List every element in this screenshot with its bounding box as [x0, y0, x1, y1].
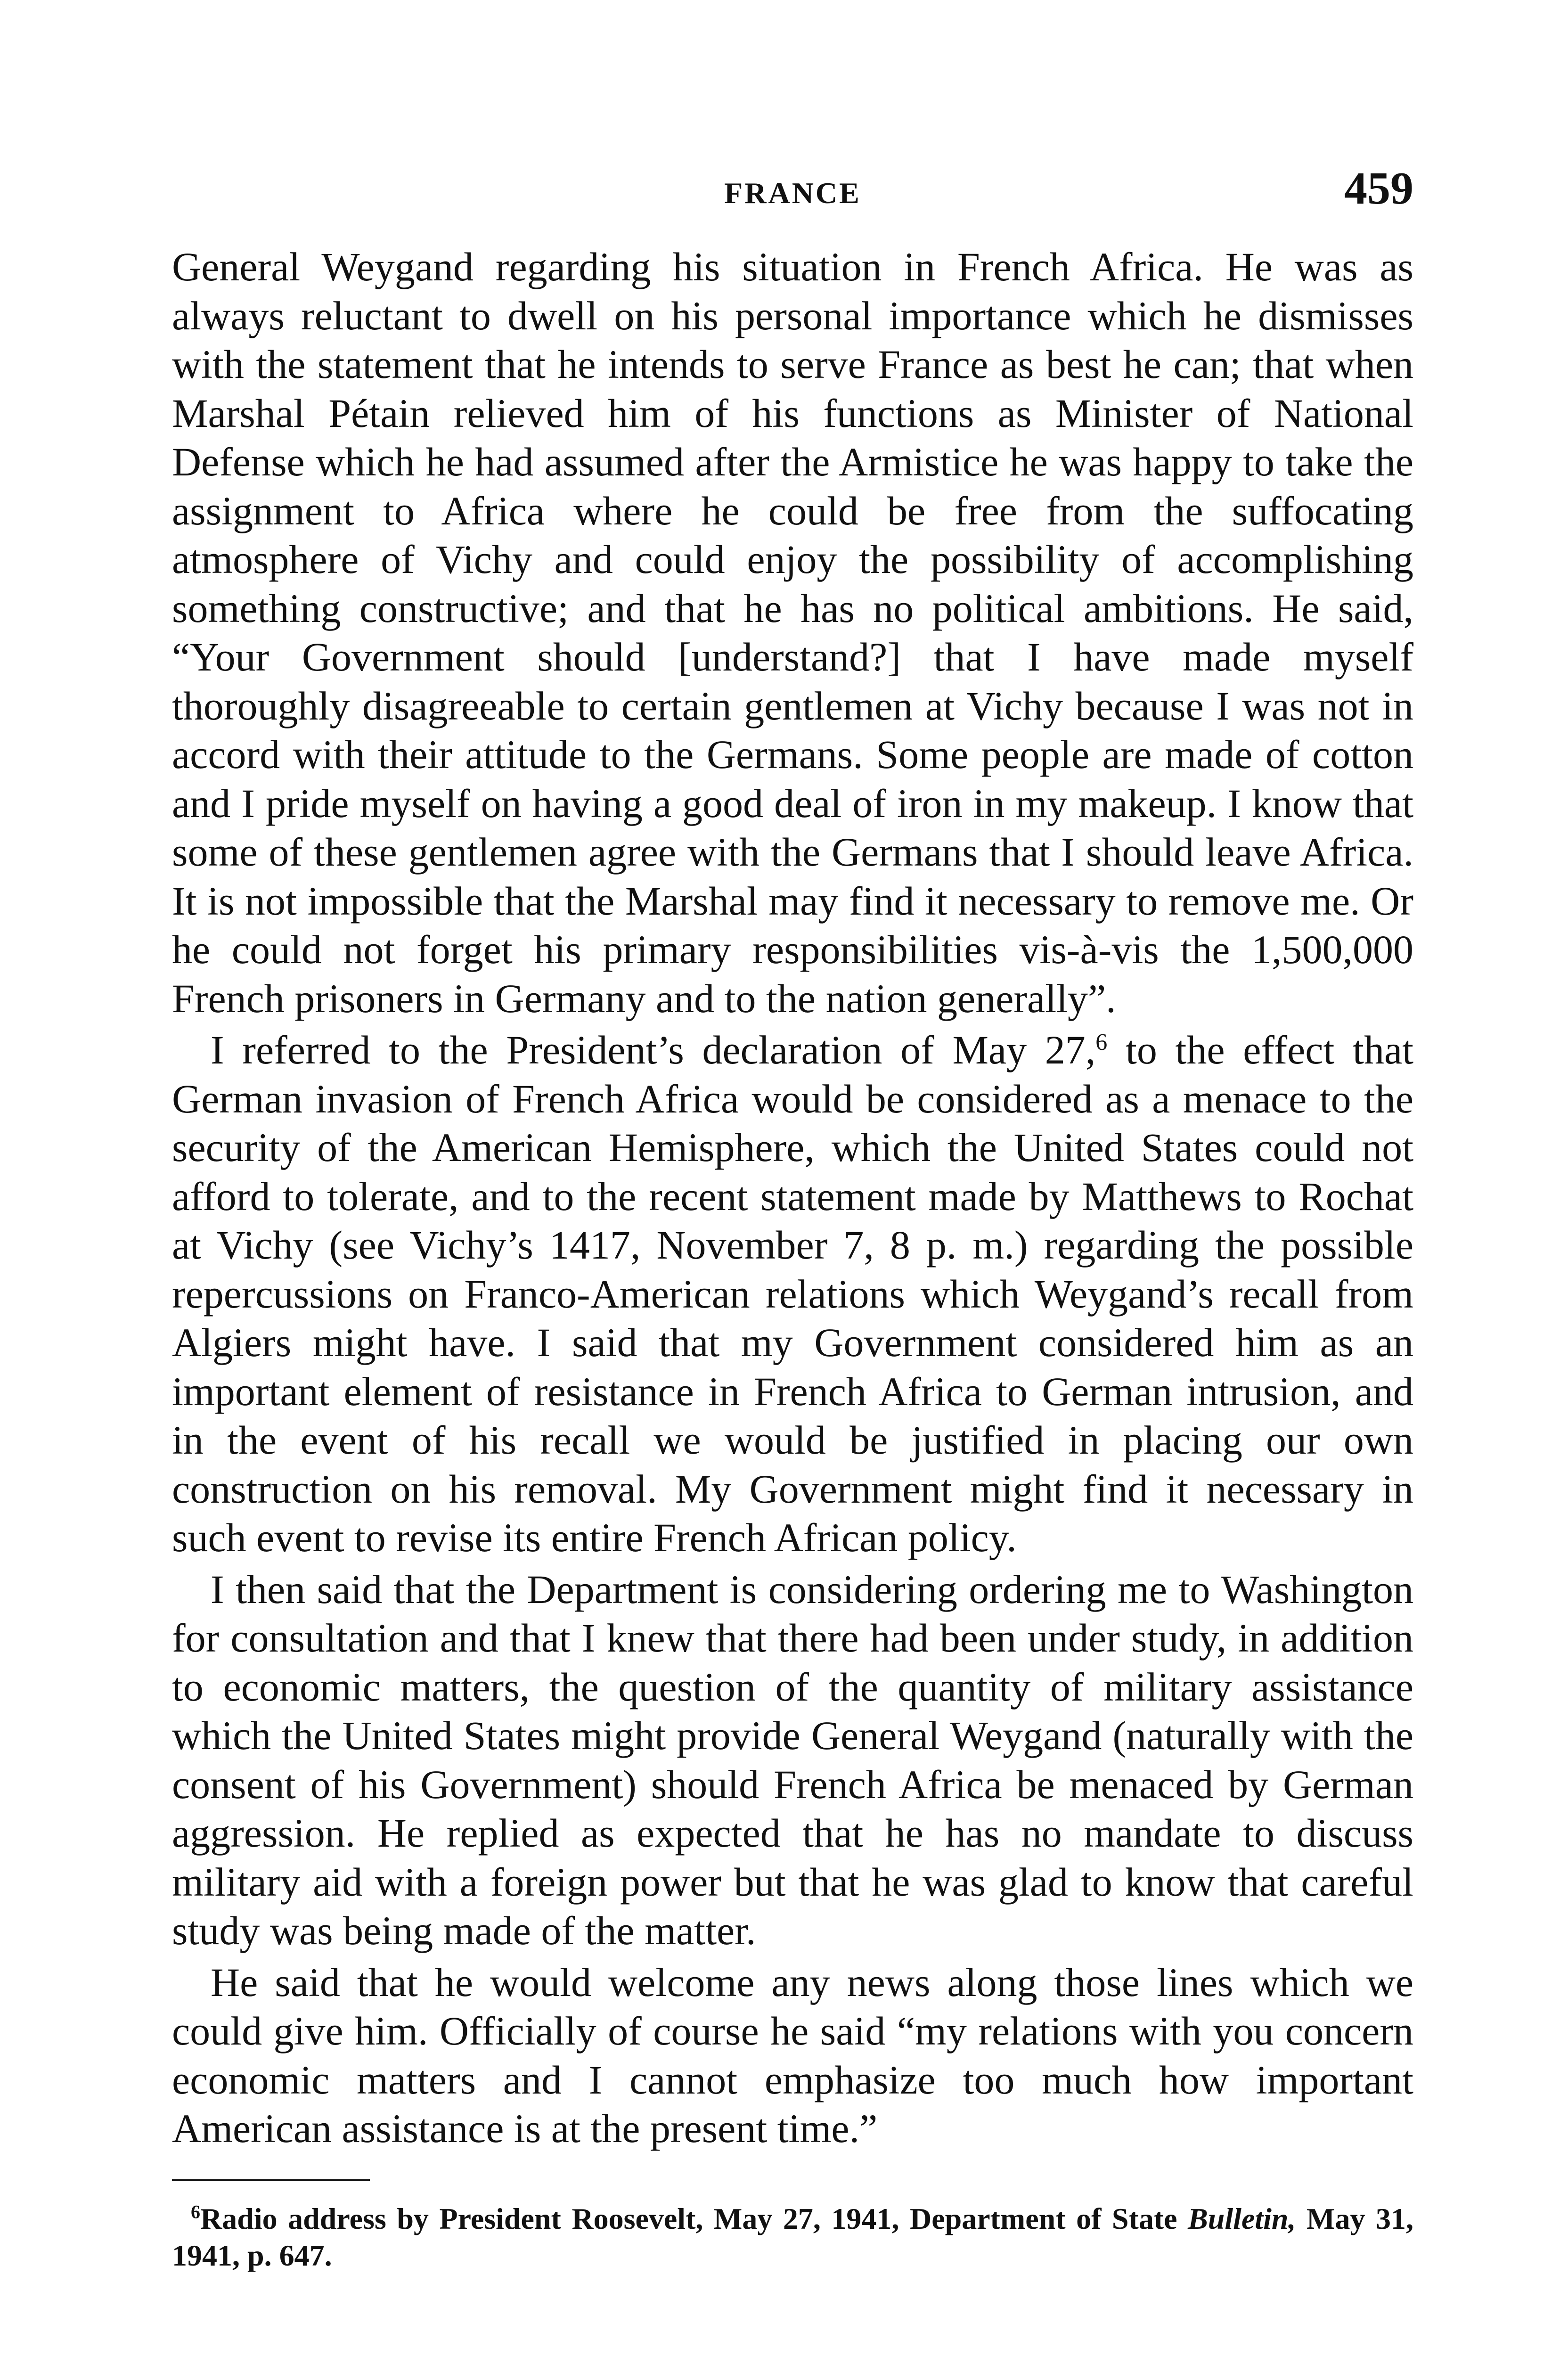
footnote	[172, 2201, 1413, 2274]
paragraph-1: General Weygand regarding his situation in French Africa. He was as always reluctant to dwell on his personal importance which he dismisses with the statement that he intends to serve France as best he can; that when Marshal Pétain relieved him of his functions as Minister of National Defense which he had assumed after the Armistice he was happy to take the assignment to Africa where he could be free from the suffocating atmosphere of Vichy and could enjoy the possibility of accomplishing something constructive; and that he has no political ambitions. He said, “Your Government should [understand?] that I have made myself thoroughly disagreeable to certain gentlemen at Vichy because I was not in accord with their attitude to the Germans. Some people are made of cotton and I pride myself on having a good deal of iron in my makeup. I know that some of these gentlemen agree with the Germans that I should leave Africa. It is not impossible that the Marshal may find it necessary to remove me. Or he could not forget his primary responsibilities vis-à-vis the 1,500,000 French prisoners in Germany and to the nation generally”.	[172, 244, 1413, 1021]
paragraph-2	[172, 1026, 1413, 1562]
running-head	[172, 160, 1413, 217]
footnote-marker: 6	[191, 2201, 200, 2223]
paragraph-2-text-a: I referred to the President’s declaration of May 27,	[211, 1027, 1096, 1072]
page-number: 459	[1344, 163, 1413, 214]
footnote-divider	[172, 2179, 370, 2181]
paragraph-2-text-b: to the effect that German invasion of French Africa would be considered as a menace to the security of the American Hemisphere, which the United States could not afford to tolerate, and to the recent statement made by Matthews to Rochat at Vichy (see Vichy’s 1417, November 7, 8 p. m.) regarding the possible repercussions on Franco-American relations which Weygand’s recall from Algiers might have. I said that my Government considered him as an important element of resistance in French Africa to German intrusion, and in the event of his recall we would be justified in placing our own construction on his removal. My Government might find it necessary in such event to revise its entire French African policy.	[172, 1027, 1414, 1560]
body-text	[172, 243, 1413, 2153]
footnote-text-a: Radio address by President Roosevelt, May 27, 1941, Department of State	[200, 2202, 1188, 2235]
paragraph-4: He said that he would welcome any news along those lines which we could give him. Officially of course he said “my relations with you concern economic matters and I cannot emphasize too much how important American assistance is at the present time.”	[172, 1959, 1413, 2151]
paragraph-3: I then said that the Department is considering ordering me to Washington for consultation and that I knew that there had been under study, in addition to economic matters, the question of the quantity of military assistance which the United States might provide General Weygand (naturally with the consent of his Government) should French Africa be menaced by German aggression. He replied as expected that he has no mandate to discuss military aid with a foreign power but that he was glad to know that careful study was being made of the matter.	[172, 1566, 1413, 1953]
footnote-publication-title: Bulletin,	[1188, 2202, 1296, 2235]
footnote-reference: 6	[1095, 1028, 1108, 1055]
footnote-text-b: May 31, 1941, p. 647.	[172, 2202, 1414, 2272]
running-title: FRANCE	[724, 176, 861, 210]
